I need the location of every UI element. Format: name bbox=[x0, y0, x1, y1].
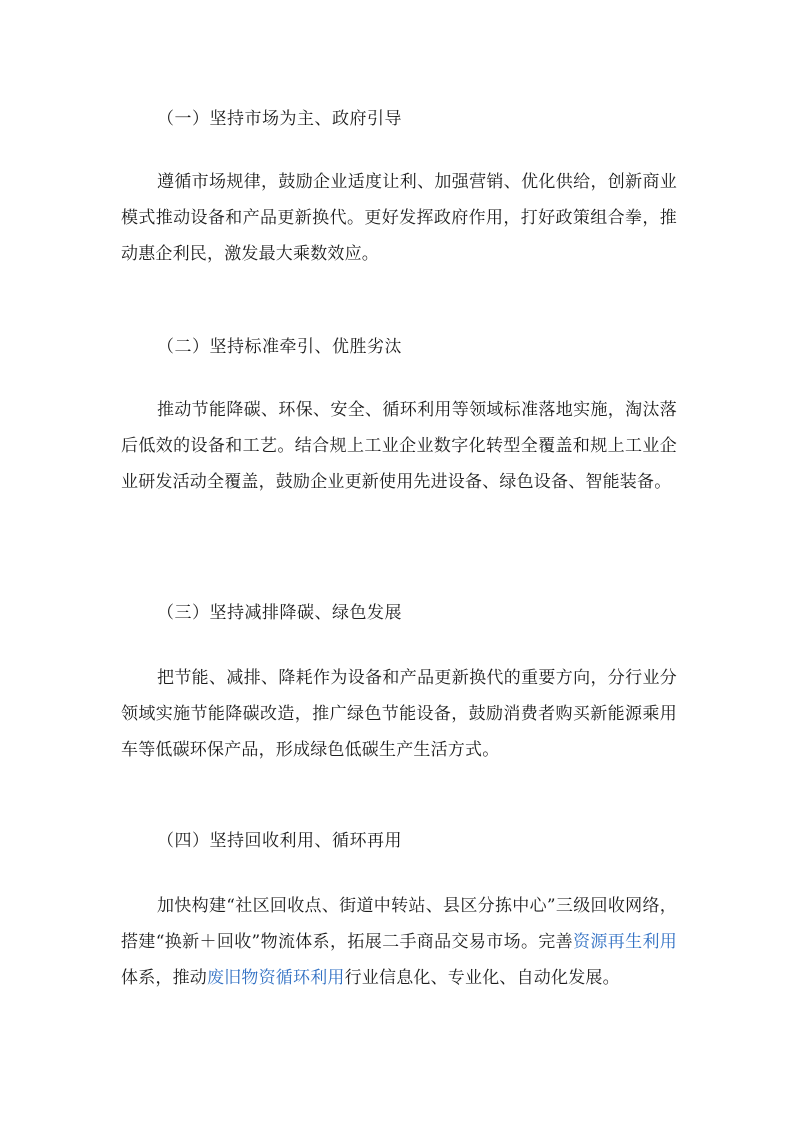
section-4-text-part-1: 加快构建“社区回收点、街道中转站、县区分拣中心”三级回收网络，搭建“换新＋回收”物流体系，拓展二手商品交易市场。完善 bbox=[121, 896, 677, 952]
section-3-paragraph: 把节能、减排、降耗作为设备和产品更新换代的重要方向，分行业分领域实施节能降碳改造，推广绿色节能设备，鼓励消费者购买新能源乘用车等低碳环保产品，形成绿色低碳生产生活方式。 bbox=[121, 668, 677, 760]
section-2-heading: （二）坚持标准牵引、优胜劣汰 bbox=[157, 337, 402, 357]
section-4-paragraph bbox=[121, 888, 677, 996]
section-2-paragraph: 推动节能降碳、环保、安全、循环利用等领域标准落地实施，淘汰落后低效的设备和工艺。结合规上工业企业数字化转型全覆盖和规上工业企业研发活动全覆盖，鼓励企业更新使用先进设备、绿色设备、智能装备。 bbox=[121, 400, 677, 492]
waste-materials-recycling-link[interactable]: 废旧物资循环利用 bbox=[207, 968, 345, 988]
section-4-text-part-3: 行业信息化、专业化、自动化发展。 bbox=[344, 968, 620, 988]
section-1-heading: （一）坚持市场为主、政府引导 bbox=[157, 109, 402, 129]
section-4-text-part-2: 体系，推动 bbox=[121, 968, 207, 988]
resource-recycling-link[interactable]: 资源再生利用 bbox=[573, 932, 677, 952]
section-4-heading: （四）坚持回收利用、循环再用 bbox=[157, 831, 402, 851]
section-3-heading: （三）坚持减排降碳、绿色发展 bbox=[157, 603, 402, 623]
section-1-paragraph: 遵循市场规律，鼓励企业适度让利、加强营销、优化供给，创新商业模式推动设备和产品更新换代。更好发挥政府作用，打好政策组合拳，推动惠企利民，激发最大乘数效应。 bbox=[121, 172, 677, 264]
